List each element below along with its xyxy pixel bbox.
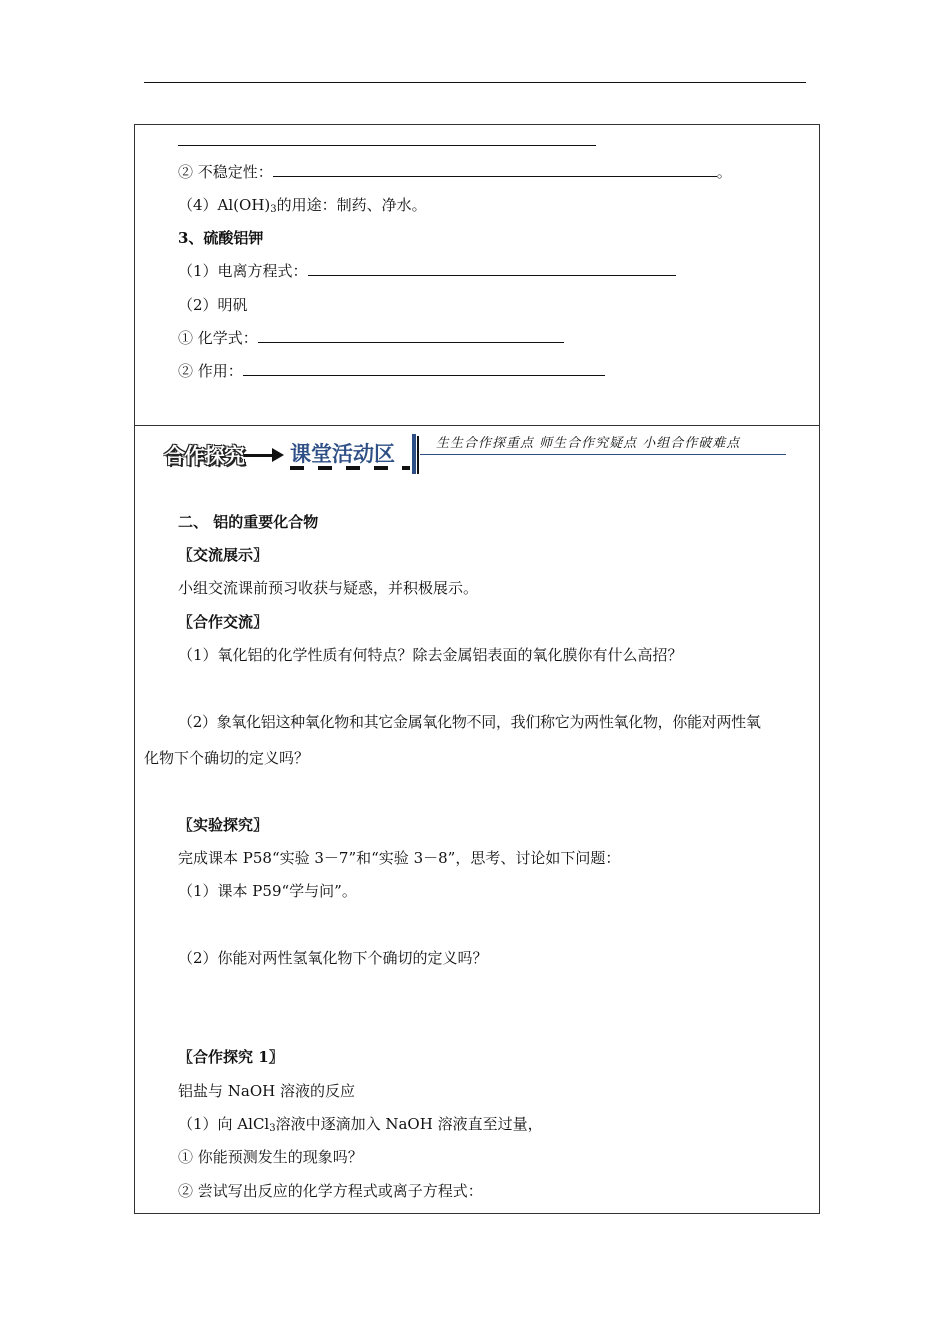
experiment-question-2: （2）你能对两性氢氧化物下个确切的定义吗？ — [178, 949, 488, 967]
banner-slogan: 生生合作探重点 师生合作究疑点 小组合作破难点 — [436, 436, 741, 451]
banner-rule — [420, 454, 786, 455]
function-blank[interactable] — [243, 361, 605, 376]
experiment-title: 〖实验探究〗 — [178, 816, 269, 834]
classroom-activity-banner — [164, 432, 786, 476]
unstable-end: 。 — [716, 163, 732, 181]
experiment-question-1: （1）课本 P59“学与问”。 — [178, 882, 357, 900]
formula-line — [178, 328, 564, 348]
exchange-title: 〖交流展示〗 — [178, 546, 269, 564]
ionization-line — [178, 261, 676, 281]
arrow-head-icon — [272, 448, 284, 462]
alum-heading: （2）明矾 — [178, 296, 248, 314]
coop-title: 〖合作交流〗 — [178, 613, 269, 631]
coop1-question-1 — [178, 1114, 543, 1134]
experiment-text: 完成课本 P58“实验 3－7”和“实验 3－8”，思考、讨论如下问题： — [178, 849, 621, 867]
question-1: （1）氧化铝的化学性质有何特点？除去金属铝表面的氧化膜你有什么高招？ — [178, 646, 683, 664]
answer-blank-line[interactable] — [178, 145, 596, 146]
coop1-item-a: ① 你能预测发生的现象吗？ — [178, 1148, 363, 1166]
question-2-line1: （2）象氧化铝这种氧化物和其它金属氧化物不同，我们称它为两性氧化物，你能对两性氧 — [178, 713, 761, 731]
use-subscript: 3 — [270, 204, 277, 215]
section2-title: 二、 铝的重要化合物 — [178, 513, 319, 531]
formula-blank[interactable] — [258, 328, 564, 343]
function-label: ② 作用： — [178, 362, 243, 380]
coop1-subtitle: 铝盐与 NaOH 溶液的反应 — [178, 1082, 355, 1100]
banner-middle-title: 课堂活动区 — [290, 442, 395, 466]
question-2-line2: 化物下个确切的定义吗？ — [144, 749, 310, 767]
section3-title: 3、硫酸铝钾 — [178, 229, 264, 247]
unstable-label: ② 不稳定性： — [178, 163, 273, 181]
formula-label: ① 化学式： — [178, 329, 258, 347]
unstable-blank[interactable] — [273, 162, 717, 177]
function-line — [178, 361, 605, 381]
coop1-q1-subscript: 3 — [269, 1123, 276, 1134]
use-suffix: 的用途：制药、净水。 — [276, 196, 427, 214]
use-line — [178, 195, 427, 215]
coop1-q1-prefix: （1）向 AlCl — [178, 1115, 270, 1133]
banner-divider — [412, 434, 416, 474]
page-header-rule — [144, 82, 806, 83]
banner-left-title: 合作探究 — [164, 444, 244, 468]
banner-dash-decoration — [290, 466, 410, 470]
coop1-item-b: ② 尝试写出反应的化学方程式或离子方程式： — [178, 1182, 483, 1200]
banner-divider-shadow — [417, 436, 419, 474]
coop1-title: 〖合作探究 1〗 — [178, 1048, 284, 1066]
coop1-q1-suffix: 溶液中逐滴加入 NaOH 溶液直至过量， — [275, 1115, 543, 1133]
ionization-label: （1）电离方程式： — [178, 262, 308, 280]
use-prefix: （4）Al(OH) — [178, 196, 271, 214]
exchange-text: 小组交流课前预习收获与疑惑，并积极展示。 — [178, 579, 479, 597]
unstable-line — [178, 162, 732, 182]
ionization-blank[interactable] — [308, 261, 676, 276]
